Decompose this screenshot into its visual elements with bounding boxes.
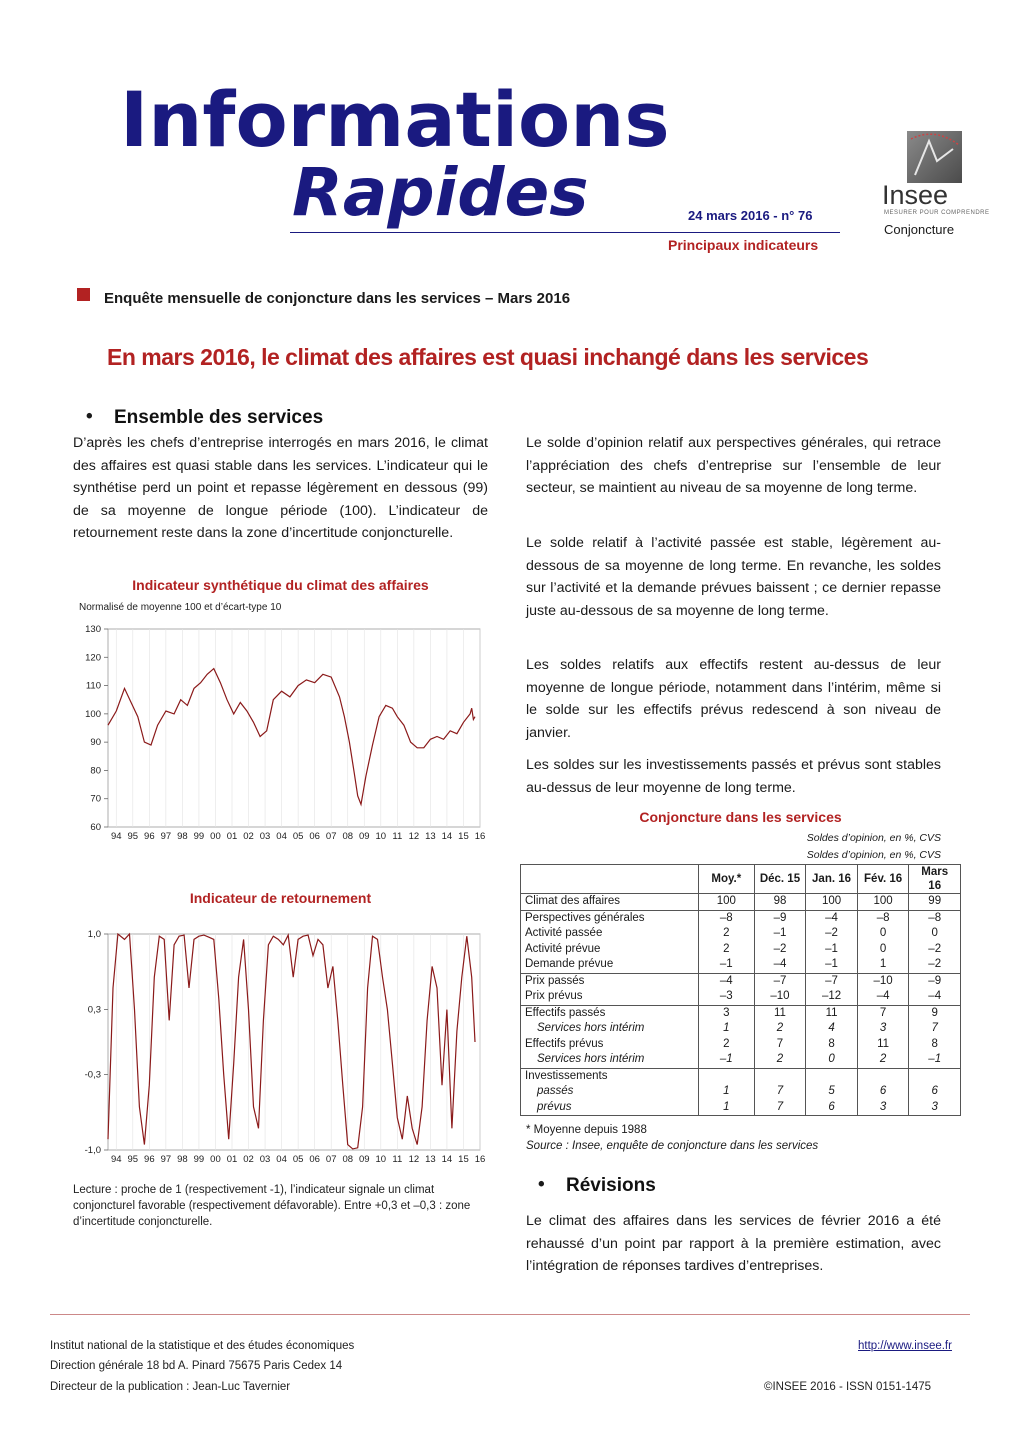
table-cell: 6 <box>857 1084 909 1100</box>
insee-logo-conjoncture: Conjoncture <box>884 222 955 237</box>
table-row <box>521 1100 961 1116</box>
bullet-icon: • <box>538 1174 545 1195</box>
table-cell <box>857 1068 909 1084</box>
revisions-paragraph: Le climat des affaires dans les services de février 2016 a été rehaussé d’un point par rapport à la première estimation, avec l’intégration de réponses tardives d’entreprises. <box>526 1213 941 1274</box>
table-cell: 0 <box>806 1052 858 1068</box>
c1-xtick-label: 16 <box>474 831 486 842</box>
table-cell: 5 <box>806 1084 858 1100</box>
table-row <box>521 926 961 942</box>
c2-xtick-label: 98 <box>177 1154 188 1165</box>
chart1-series-line <box>108 669 475 805</box>
table-row-label: Investissements <box>521 1068 699 1084</box>
table-cell: –7 <box>754 973 806 989</box>
c2-xtick-label: 16 <box>474 1154 486 1165</box>
c1-ytick-label: 100 <box>85 708 101 720</box>
table-note: * Moyenne depuis 1988 <box>526 1124 647 1136</box>
right-paragraph-1: Le solde d’opinion relatif aux perspectives générales, qui retrace l’appréciation des chefs d’entreprise sur l’ensemble de leur secteur, se maintient au niveau de sa moyenne de long terme. <box>526 435 941 496</box>
table-cell: 2 <box>698 1037 754 1053</box>
c2-xtick-label: 02 <box>243 1154 254 1165</box>
table-row-label: Effectifs prévus <box>525 1037 604 1050</box>
table-cell: 1 <box>698 1084 754 1100</box>
c2-xtick-label: 12 <box>408 1154 420 1165</box>
chart1-title: Indicateur synthétique du climat des affaires <box>132 577 429 593</box>
table-cell: 0 <box>909 926 961 942</box>
table-cell: 1 <box>698 1100 754 1116</box>
table-row-label: Effectifs passés <box>521 1005 699 1021</box>
table-row <box>521 1021 961 1037</box>
table-row <box>521 1084 961 1100</box>
c1-xtick-label: 15 <box>458 831 469 842</box>
table-cell: 1 <box>698 1021 754 1037</box>
table-cell: –2 <box>754 942 806 958</box>
table-cell: –9 <box>909 973 961 989</box>
c2-xtick-label: 01 <box>226 1154 238 1165</box>
table-cell: 2 <box>698 926 754 942</box>
table-cell <box>806 1068 858 1084</box>
c1-xtick-label: 06 <box>309 831 320 842</box>
table-header-fev: Fév. 16 <box>857 865 909 894</box>
c2-ytick-label: -0,3 <box>84 1069 101 1081</box>
right-paragraph-2: Le solde relatif à l’activité passée est stable, légèrement au-dessous de sa moyenne de long terme. En revanche, les soldes sur l’activité et la demande prévues baissent ; ce dernier repasse juste au-dessous de sa moyenne de long terme. <box>526 535 941 619</box>
table-units-2: Soldes d’opinion, en %, CVS <box>806 849 941 861</box>
c1-ytick-label: 120 <box>85 652 101 664</box>
c1-ytick-label: 70 <box>90 793 101 805</box>
table-cell: –1 <box>806 957 858 973</box>
c1-xtick-label: 12 <box>408 831 420 842</box>
table-header-jan: Jan. 16 <box>806 865 858 894</box>
c1-xtick-label: 14 <box>441 831 453 842</box>
table-cell: 2 <box>857 1052 909 1068</box>
c2-ytick-label: 0,3 <box>87 1004 101 1016</box>
c2-xtick-label: 97 <box>160 1154 172 1165</box>
c2-xtick-label: 15 <box>458 1154 469 1165</box>
c2-xtick-label: 96 <box>144 1154 155 1165</box>
table-row <box>521 910 961 926</box>
table-cell: –8 <box>698 910 754 926</box>
table-header-label <box>521 865 699 894</box>
c1-xtick-label: 02 <box>243 831 254 842</box>
c1-ytick-label: 130 <box>85 624 101 635</box>
c2-xtick-label: 04 <box>276 1154 287 1165</box>
c2-xtick-label: 09 <box>358 1154 370 1165</box>
c1-plot-frame <box>108 629 480 827</box>
table-row <box>521 942 961 958</box>
table-row <box>521 989 961 1005</box>
table-row-label: Prix prévus <box>525 990 583 1002</box>
table-row-label: Prix passés <box>521 973 699 989</box>
c2-xtick-label: 00 <box>210 1154 221 1165</box>
table-cell: –2 <box>909 957 961 973</box>
insee-logo-tagline: MESURER POUR COMPRENDRE <box>884 210 990 216</box>
footer-director: Directeur de la publication : Jean-Luc Tavernier <box>50 1381 291 1393</box>
c1-xtick-label: 07 <box>325 831 337 842</box>
c2-xtick-label: 13 <box>425 1154 436 1165</box>
table-cell: 7 <box>754 1100 806 1116</box>
table-cell: 8 <box>806 1037 858 1053</box>
table-cell <box>698 1068 754 1084</box>
c1-xtick-label: 03 <box>259 831 271 842</box>
c1-xtick-label: 94 <box>110 831 122 842</box>
table-cell: –4 <box>909 989 961 1005</box>
table-cell: –9 <box>754 910 806 926</box>
footer-rule <box>50 1314 970 1315</box>
chart2-series-line <box>108 934 475 1149</box>
table-cell: 100 <box>806 894 858 911</box>
table-cell: 2 <box>754 1021 806 1037</box>
table-cell: –4 <box>806 910 858 926</box>
insee-logo-text: Insee <box>882 180 949 210</box>
masthead-rule <box>290 232 840 233</box>
c1-xtick-label: 00 <box>210 831 221 842</box>
c1-xtick-label: 08 <box>342 831 354 842</box>
c1-xtick-label: 13 <box>425 831 436 842</box>
c2-xtick-label: 10 <box>375 1154 387 1165</box>
table-row <box>521 957 961 973</box>
c2-xtick-label: 14 <box>441 1154 453 1165</box>
c2-ytick-label: -1,0 <box>84 1145 101 1156</box>
table-cell: –2 <box>909 942 961 958</box>
section-title-ensemble: Ensemble des services <box>114 407 324 428</box>
table-source: Source : Insee, enquête de conjoncture dans les services <box>526 1140 819 1152</box>
table-cell: –8 <box>857 910 909 926</box>
table-cell: –1 <box>754 926 806 942</box>
table-cell: –4 <box>698 973 754 989</box>
c1-xtick-label: 95 <box>127 831 139 842</box>
c1-xtick-label: 11 <box>392 831 403 842</box>
table-cell: 3 <box>909 1100 961 1116</box>
survey-square-icon <box>77 288 90 301</box>
c2-ytick-label: 1,0 <box>87 929 101 940</box>
table-row-label: Perspectives générales <box>521 910 699 926</box>
table-row <box>521 973 961 989</box>
c2-xtick-label: 99 <box>193 1154 205 1165</box>
table-row <box>521 1037 961 1053</box>
table-cell: –8 <box>909 910 961 926</box>
table-cell: 1 <box>857 957 909 973</box>
table-cell: –10 <box>754 989 806 1005</box>
footer-website-link[interactable]: http://www.insee.fr <box>858 1340 952 1352</box>
table-cell: 11 <box>857 1037 909 1053</box>
c1-xtick-label: 09 <box>358 831 370 842</box>
table-cell: 99 <box>909 894 961 911</box>
table-cell: –12 <box>806 989 858 1005</box>
chart2-lecture: Lecture : proche de 1 (respectivement -1), l’indicateur signale un climat conjoncturel favorable (respectivement défavorable). Entre +0,3 et –0,3 : zone d’incertitude conjoncturelle. <box>73 1184 471 1228</box>
table-units-1: Soldes d’opinion, en %, CVS <box>806 832 941 844</box>
c1-xtick-label: 01 <box>226 831 238 842</box>
table-row-label: passés <box>537 1085 574 1097</box>
c2-xtick-label: 06 <box>309 1154 320 1165</box>
table-cell: 0 <box>857 942 909 958</box>
table-cell: 100 <box>857 894 909 911</box>
table-cell: 98 <box>754 894 806 911</box>
table-cell: –4 <box>754 957 806 973</box>
table-header-dec: Déc. 15 <box>754 865 806 894</box>
masthead-title-rapides: Rapides <box>292 154 589 231</box>
bullet-icon: • <box>86 406 93 427</box>
survey-label: Enquête mensuelle de conjoncture dans les services – Mars 2016 <box>104 290 571 307</box>
table-cell: –1 <box>909 1052 961 1068</box>
footer-institute: Institut national de la statistique et des études économiques <box>50 1340 355 1352</box>
table-cell: –2 <box>806 926 858 942</box>
publication-date: 24 mars 2016 - n° 76 <box>688 208 813 223</box>
publication-category: Principaux indicateurs <box>668 237 819 253</box>
table-row-label: Demande prévue <box>525 958 614 970</box>
conjoncture-table <box>520 864 961 1116</box>
table-cell: 100 <box>698 894 754 911</box>
table-row <box>521 1068 961 1084</box>
table-cell: –3 <box>698 989 754 1005</box>
table-row <box>521 1005 961 1021</box>
c1-xtick-label: 98 <box>177 831 188 842</box>
masthead-title-informations: Informations <box>120 75 670 164</box>
table-cell: 3 <box>698 1005 754 1021</box>
c2-xtick-label: 94 <box>110 1154 122 1165</box>
right-paragraph-3: Les soldes relatifs aux effectifs restent au-dessus de leur moyenne de longue période, notamment dans l’intérim, même si le solde sur les effectifs prévus redescend à son niveau de janvier. <box>526 657 941 741</box>
table-cell: 7 <box>754 1084 806 1100</box>
table-cell: 3 <box>857 1100 909 1116</box>
table-cell: 7 <box>857 1005 909 1021</box>
table-cell: 0 <box>857 926 909 942</box>
headline: En mars 2016, le climat des affaires est quasi inchangé dans les services <box>107 344 869 370</box>
table-row <box>521 894 961 911</box>
table-header-row <box>521 865 961 894</box>
c1-xtick-label: 99 <box>193 831 205 842</box>
table-cell: 4 <box>806 1021 858 1037</box>
c2-xtick-label: 11 <box>392 1154 403 1165</box>
c1-xtick-label: 96 <box>144 831 155 842</box>
c1-xtick-label: 10 <box>375 831 387 842</box>
table-cell: –10 <box>857 973 909 989</box>
table-cell: 11 <box>806 1005 858 1021</box>
chart1-subtitle: Normalisé de moyenne 100 et d’écart-type 10 <box>79 602 282 613</box>
right-paragraph-4: Les soldes sur les investissements passés et prévus sont stables au-dessus de leur moyenne de long terme. <box>526 757 941 796</box>
c1-ytick-label: 80 <box>90 765 101 777</box>
chart1-svg <box>70 615 490 855</box>
table-cell: –4 <box>857 989 909 1005</box>
c2-xtick-label: 05 <box>292 1154 304 1165</box>
table-row-label: prévus <box>537 1100 572 1113</box>
chart2-svg <box>70 920 490 1180</box>
insee-logo-icon <box>907 131 962 183</box>
table-cell: 7 <box>754 1037 806 1053</box>
table-row-label: Activité passée <box>525 927 603 939</box>
table-cell <box>909 1068 961 1084</box>
table-row-label: Services hors intérim <box>537 1053 645 1065</box>
table-cell: 2 <box>698 942 754 958</box>
table-row-label: Activité prévue <box>525 942 601 955</box>
c1-xtick-label: 05 <box>292 831 304 842</box>
table-cell: 6 <box>806 1100 858 1116</box>
chart2-title: Indicateur de retournement <box>189 890 372 906</box>
table-cell: 3 <box>857 1021 909 1037</box>
table-title: Conjoncture dans les services <box>639 809 842 825</box>
table-cell: –1 <box>698 1052 754 1068</box>
footer-copyright: ©INSEE 2016 - ISSN 0151-1475 <box>764 1381 932 1393</box>
c2-xtick-label: 08 <box>342 1154 354 1165</box>
table-row <box>521 1052 961 1068</box>
table-cell: 11 <box>754 1005 806 1021</box>
table-cell: –1 <box>806 942 858 958</box>
table-row-label: Services hors intérim <box>537 1022 645 1034</box>
left-paragraph-1: D’après les chefs d’entreprise interrogés en mars 2016, le climat des affaires est quasi stable dans les services. L’indicateur qui le synthétise perd un point et repasse légèrement en dessous (99) de sa moyenne de longue période (100). L’indicateur de retournement reste dans la zone d’incertitude conjoncturelle. <box>73 435 488 541</box>
table-cell: 8 <box>909 1037 961 1053</box>
table-cell <box>754 1068 806 1084</box>
c2-xtick-label: 95 <box>127 1154 139 1165</box>
table-header-mars: Mars 16 <box>909 865 961 894</box>
c2-xtick-label: 03 <box>259 1154 271 1165</box>
table-cell: –7 <box>806 973 858 989</box>
table-cell: 9 <box>909 1005 961 1021</box>
table-cell: 7 <box>909 1021 961 1037</box>
c1-ytick-label: 60 <box>90 822 101 833</box>
c1-ytick-label: 90 <box>90 737 101 749</box>
c1-ytick-label: 110 <box>85 680 101 692</box>
table-cell: –1 <box>698 957 754 973</box>
table-header-moy: Moy.* <box>698 865 754 894</box>
table-cell: 2 <box>754 1052 806 1068</box>
table-row-label: Climat des affaires <box>521 894 699 911</box>
footer-address: Direction générale 18 bd A. Pinard 75675 Paris Cedex 14 <box>50 1360 343 1372</box>
c2-xtick-label: 07 <box>325 1154 337 1165</box>
c1-xtick-label: 04 <box>276 831 287 842</box>
table-cell: 6 <box>909 1084 961 1100</box>
section-title-revisions: Révisions <box>566 1175 656 1196</box>
c1-xtick-label: 97 <box>160 831 172 842</box>
